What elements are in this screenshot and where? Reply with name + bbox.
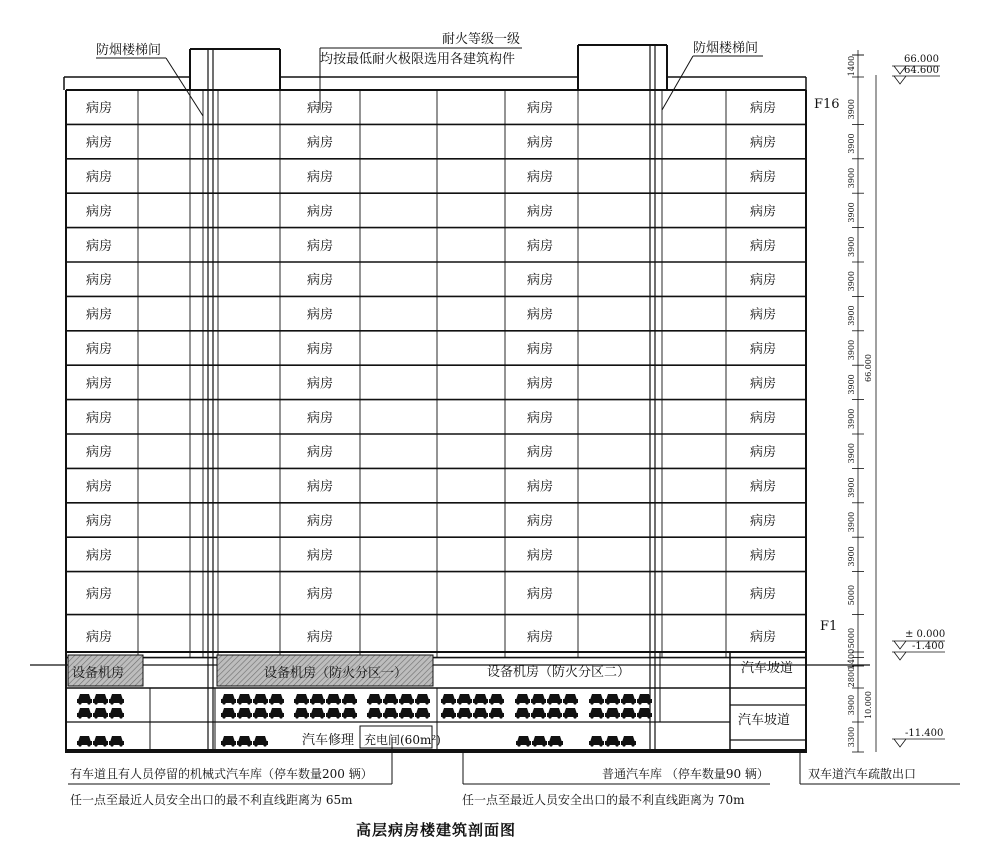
car-icon bbox=[605, 708, 620, 719]
car-icon bbox=[77, 694, 92, 705]
dimension-label: 3300 bbox=[847, 726, 856, 748]
car-icon bbox=[621, 708, 636, 719]
ward-room-label: 病房 bbox=[750, 101, 777, 117]
car-icon bbox=[473, 694, 488, 705]
fire-rating-note: 均按最低耐火极限选用各建筑构件 bbox=[320, 52, 516, 67]
ward-room-label: 病房 bbox=[750, 170, 777, 185]
car-icon bbox=[93, 736, 108, 747]
ward-room-label: 病房 bbox=[86, 548, 113, 564]
ward-room-label: 病房 bbox=[527, 135, 554, 151]
ward-room-label: 病房 bbox=[86, 204, 113, 220]
car-icon bbox=[237, 736, 252, 747]
car-icon bbox=[93, 694, 108, 705]
ward-room-label: 病房 bbox=[86, 342, 113, 357]
caption-regular-distance: 任一点至最近人员安全出口的最不利直线距离为 70m bbox=[462, 793, 745, 807]
ramp-upper-label: 汽车坡道 bbox=[741, 661, 794, 676]
ward-room-label: 病房 bbox=[86, 238, 113, 254]
ward-room-label: 病房 bbox=[86, 410, 113, 426]
dimension-label: 3900 bbox=[847, 133, 856, 154]
car-icon bbox=[489, 694, 504, 705]
car-icon bbox=[621, 694, 636, 705]
dimension-label: 3900 bbox=[847, 236, 856, 257]
car-icon bbox=[383, 708, 398, 719]
car-icon bbox=[605, 736, 620, 747]
ward-room-label: 病房 bbox=[307, 630, 334, 646]
ward-room-label: 病房 bbox=[527, 101, 554, 117]
ward-room-label: 病房 bbox=[307, 170, 334, 185]
roof-parapet bbox=[64, 77, 806, 90]
elevation-1400: -1.400 bbox=[912, 641, 945, 652]
dimension-label: 3900 bbox=[847, 546, 856, 567]
floor-label-f16: F16 bbox=[814, 97, 840, 112]
caption-mech-distance: 任一点至最近人员安全出口的最不利直线距离为 65m bbox=[70, 793, 353, 807]
car-icon bbox=[515, 708, 530, 719]
ward-room-label: 病房 bbox=[86, 445, 113, 461]
car-icon bbox=[342, 694, 357, 705]
ward-room-label: 病房 bbox=[527, 204, 554, 220]
equip-room-zone2-label: 设备机房（防火分区二） bbox=[487, 665, 631, 680]
car-icon bbox=[589, 694, 604, 705]
drawing-title: 高层病房楼建筑剖面图 bbox=[356, 821, 517, 839]
repair-label: 汽车修理 bbox=[302, 733, 355, 748]
ward-room-label: 病房 bbox=[527, 410, 554, 426]
ward-room-label: 病房 bbox=[307, 238, 334, 254]
ward-room-label: 病房 bbox=[86, 307, 113, 323]
ward-room-label: 病房 bbox=[86, 101, 113, 117]
ward-room-label: 病房 bbox=[750, 238, 777, 254]
car-icon bbox=[563, 694, 578, 705]
elevation-66000: 66.000 bbox=[904, 54, 939, 65]
equip-room-left-label: 设备机房 bbox=[72, 666, 125, 681]
ward-room-label: 病房 bbox=[750, 630, 777, 646]
car-icon bbox=[253, 736, 268, 747]
dimension-basement-total: 10.000 bbox=[864, 691, 873, 719]
ward-room-label: 病房 bbox=[86, 273, 113, 289]
ward-room-label: 病房 bbox=[86, 479, 113, 495]
ward-room-label: 病房 bbox=[307, 548, 334, 564]
dimension-label: 1400 bbox=[847, 55, 856, 77]
ward-room-label: 病房 bbox=[750, 548, 777, 564]
ward-room-label: 病房 bbox=[307, 101, 334, 117]
caption-exit: 双车道汽车疏散出口 bbox=[808, 767, 917, 781]
dimension-label: 3900 bbox=[847, 443, 856, 464]
car-icon bbox=[415, 694, 430, 705]
dimension-label: 3900 bbox=[847, 477, 856, 498]
ward-room-label: 病房 bbox=[307, 410, 334, 426]
car-icon bbox=[515, 694, 530, 705]
car-icon bbox=[489, 708, 504, 719]
ward-room-label: 病房 bbox=[750, 445, 777, 461]
ward-room-label: 病房 bbox=[750, 479, 777, 495]
dimension-label: 3900 bbox=[847, 339, 856, 361]
dimension-label: 3900 bbox=[847, 408, 856, 429]
car-icon bbox=[399, 708, 414, 719]
ward-room-label: 病房 bbox=[750, 273, 777, 289]
ward-room-label: 病房 bbox=[527, 587, 554, 603]
ward-room-label: 病房 bbox=[527, 273, 554, 289]
car-icon bbox=[473, 708, 488, 719]
car-icon bbox=[605, 694, 620, 705]
stair-towers bbox=[190, 45, 667, 750]
ward-room-label: 病房 bbox=[527, 170, 554, 185]
car-icon bbox=[547, 694, 562, 705]
ward-room-label: 病房 bbox=[307, 135, 334, 151]
car-icon bbox=[253, 694, 268, 705]
stair-label-right: 防烟楼梯间 bbox=[693, 41, 759, 56]
car-icon bbox=[367, 708, 382, 719]
car-icon bbox=[457, 694, 472, 705]
car-icon bbox=[621, 736, 636, 747]
car-icon bbox=[221, 708, 236, 719]
ward-room-label: 病房 bbox=[750, 587, 777, 603]
ward-room-label: 病房 bbox=[750, 307, 777, 323]
dimension-labels bbox=[847, 56, 873, 747]
ward-room-label: 病房 bbox=[307, 445, 334, 461]
car-icon bbox=[516, 736, 531, 747]
ward-room-label: 病房 bbox=[307, 307, 334, 323]
ward-room-label: 病房 bbox=[86, 135, 113, 151]
car-icon bbox=[367, 694, 382, 705]
ward-room-label: 病房 bbox=[750, 342, 777, 357]
ward-room-label: 病房 bbox=[750, 410, 777, 426]
dimension-label: 5000 bbox=[847, 584, 856, 606]
car-icon bbox=[563, 708, 578, 719]
car-icon bbox=[109, 708, 124, 719]
car-icon bbox=[77, 708, 92, 719]
ward-room-label: 病房 bbox=[307, 514, 334, 529]
ward-room-label: 病房 bbox=[86, 376, 113, 392]
car-icon bbox=[441, 694, 456, 705]
ward-room-label: 病房 bbox=[527, 479, 554, 495]
dimension-label: 1400 bbox=[847, 648, 856, 670]
car-icon bbox=[326, 694, 341, 705]
dimension-label: 3900 bbox=[847, 694, 856, 716]
ward-room-label: 病房 bbox=[307, 587, 334, 603]
dimension-label: 2800 bbox=[847, 666, 856, 688]
car-icon bbox=[531, 708, 546, 719]
car-icon bbox=[294, 694, 309, 705]
car-icon bbox=[531, 694, 546, 705]
car-icon bbox=[547, 708, 562, 719]
elevation-11400: -11.400 bbox=[905, 728, 944, 739]
car-icon bbox=[589, 708, 604, 719]
ward-room-label: 病房 bbox=[750, 376, 777, 392]
car-icon bbox=[109, 694, 124, 705]
ward-room-label: 病房 bbox=[527, 376, 554, 392]
car-icon bbox=[532, 736, 547, 747]
car-icon bbox=[221, 736, 236, 747]
ward-room-label: 病房 bbox=[750, 135, 777, 151]
ward-room-label: 病房 bbox=[86, 630, 113, 646]
car-icon bbox=[93, 708, 108, 719]
car-icon bbox=[326, 708, 341, 719]
car-icon bbox=[383, 694, 398, 705]
car-icon bbox=[269, 708, 284, 719]
ward-room-label: 病房 bbox=[307, 376, 334, 392]
car-icon bbox=[342, 708, 357, 719]
car-icon bbox=[269, 694, 284, 705]
floor-label-f1: F1 bbox=[820, 619, 838, 634]
ward-room-label: 病房 bbox=[86, 587, 113, 603]
dimension-label: 3900 bbox=[847, 99, 856, 120]
car-icon bbox=[457, 708, 472, 719]
dimension-label: 3900 bbox=[847, 511, 856, 533]
car-icon bbox=[109, 736, 124, 747]
ward-room-label: 病房 bbox=[527, 630, 554, 646]
ward-room-label: 病房 bbox=[307, 479, 334, 495]
ward-room-label: 病房 bbox=[750, 204, 777, 220]
car-icon bbox=[237, 694, 252, 705]
dimension-label: 3900 bbox=[847, 167, 856, 189]
car-icon bbox=[310, 694, 325, 705]
dimension-label: 3900 bbox=[847, 374, 856, 395]
ward-room-label: 病房 bbox=[527, 342, 554, 357]
car-icon bbox=[399, 694, 414, 705]
car-icon bbox=[589, 736, 604, 747]
caption-mech-garage: 有车道且有人员停留的机械式汽车库（停车数量200 辆） bbox=[70, 767, 373, 781]
charging-room-label: 充电间(60m²) bbox=[364, 733, 441, 747]
car-icon bbox=[294, 708, 309, 719]
ward-room-label: 病房 bbox=[86, 514, 113, 529]
ward-room-label: 病房 bbox=[307, 273, 334, 289]
ward-room-label: 病房 bbox=[527, 238, 554, 254]
ward-room-label: 病房 bbox=[86, 170, 113, 185]
dimension-label: 3900 bbox=[847, 202, 856, 223]
stair-label-left: 防烟楼梯间 bbox=[96, 43, 162, 58]
car-icon bbox=[310, 708, 325, 719]
fire-rating-label: 耐火等级一级 bbox=[442, 32, 521, 47]
ward-floors bbox=[66, 90, 806, 658]
ward-room-label: 病房 bbox=[527, 445, 554, 461]
ward-room-label: 病房 bbox=[750, 514, 777, 529]
ward-room-label: 病房 bbox=[307, 342, 334, 357]
dimension-label: 5000 bbox=[847, 627, 856, 649]
car-icon bbox=[548, 736, 563, 747]
elevation-0000: ± 0.000 bbox=[905, 629, 946, 640]
ramp-lower-label: 汽车坡道 bbox=[738, 713, 791, 728]
elevation-64600: 64.600 bbox=[904, 65, 939, 76]
dimension-label: 3900 bbox=[847, 305, 856, 326]
ward-room-label: 病房 bbox=[527, 514, 554, 529]
car-icon bbox=[237, 708, 252, 719]
ward-room-label: 病房 bbox=[527, 548, 554, 564]
equip-room-zone1-label: 设备机房（防火分区一） bbox=[264, 666, 408, 681]
car-icon bbox=[415, 708, 430, 719]
dimension-label: 3900 bbox=[847, 271, 856, 292]
car-icon bbox=[441, 708, 456, 719]
ward-room-label: 病房 bbox=[527, 307, 554, 323]
caption-regular-garage: 普通汽车库 （停车数量90 辆） bbox=[602, 767, 769, 781]
dimension-total: 66.000 bbox=[864, 354, 873, 382]
ward-room-label: 病房 bbox=[307, 204, 334, 220]
car-icon bbox=[221, 694, 236, 705]
car-icon bbox=[77, 736, 92, 747]
car-icon bbox=[253, 708, 268, 719]
ward-labels bbox=[86, 100, 776, 645]
